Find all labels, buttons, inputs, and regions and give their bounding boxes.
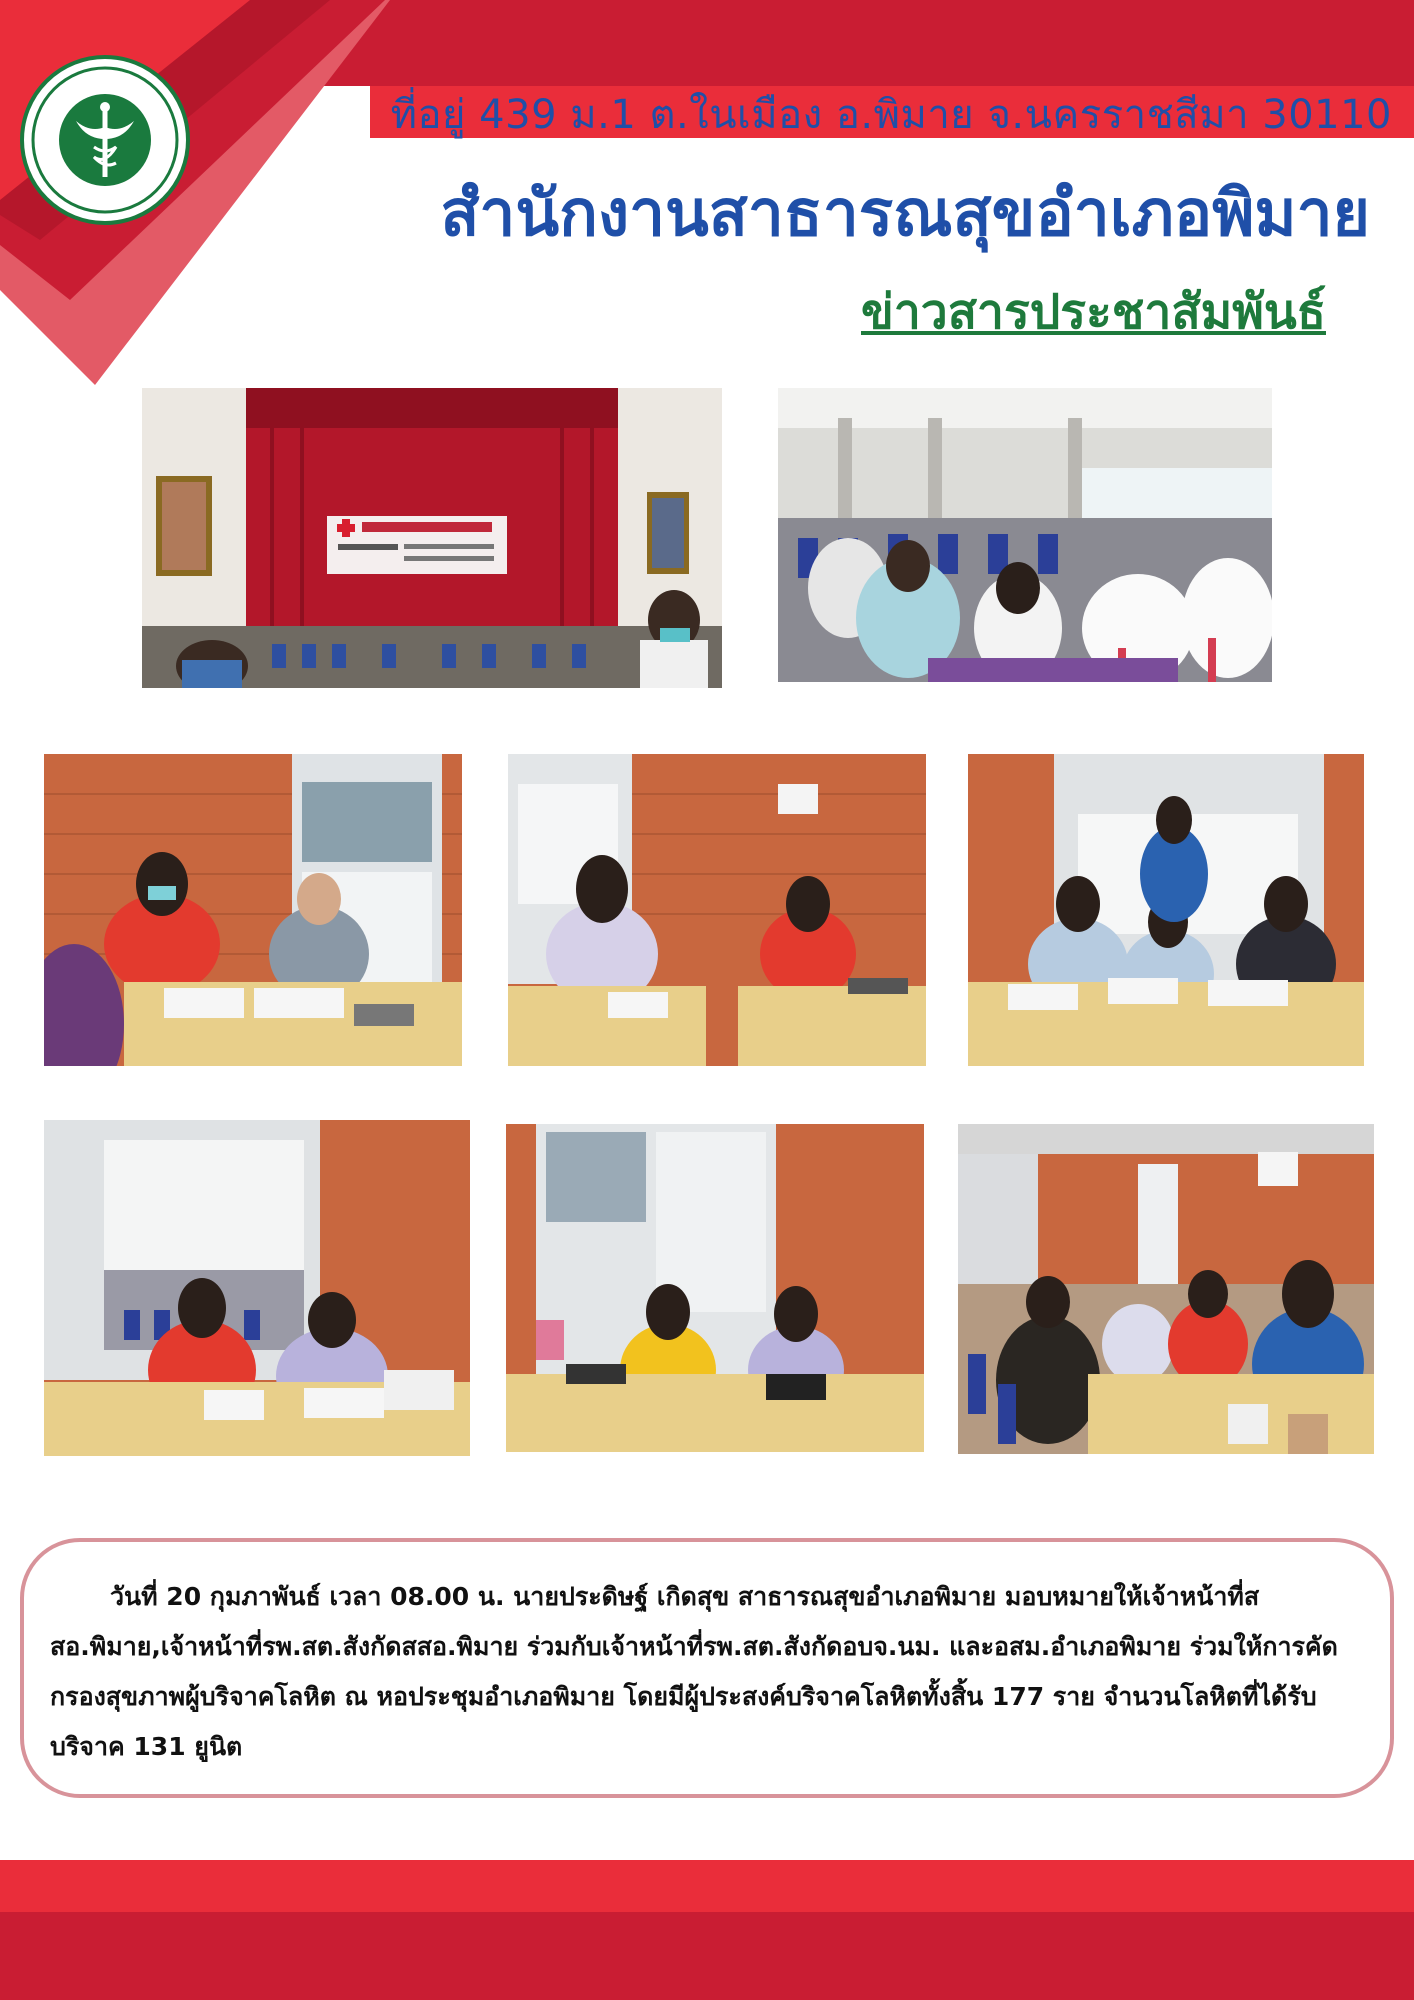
photo-stage-hall [142,388,722,688]
photo-screening-desk-1 [44,754,462,1066]
photo-screening-desk-4 [44,1120,470,1456]
footer-band [0,1912,1414,2000]
page-title: สำนักงานสาธารณสุขอำเภอพิมาย [440,177,1370,251]
photo-screening-desk-5 [506,1124,924,1452]
footer-accent-stripe [0,1860,1414,1912]
photo-screening-desk-2 [508,754,926,1066]
ministry-logo [20,55,190,225]
news-caption-text: วันที่ 20 กุมภาพันธ์ เวลา 08.00 น. นายประดิษฐ์ เกิดสุข สาธารณสุขอำเภอพิมาย มอบหมายให้เจ้าหน้าที่สสอ.พิมาย,เจ้าหน้าที่รพ.สต.สังกัดสสอ.พิมาย ร่วมกับเจ้าหน้าที่รพ.สต.สังกัดอบจ.นม. และอสม.อำเภอพิมาย ร่วมให้การคัดกรองสุขภาพผู้บริจาคโลหิต ณ หอประชุมอำเภอพิมาย โดยมีผู้ประสงค์บริจาคโลหิตทั้งสิ้น 177 ราย จำนวนโลหิตที่ได้รับบริจาค 131 ยูนิต [50,1582,1338,1761]
office-address: ที่อยู่ 439 ม.1 ต.ในเมือง อ.พิมาย จ.นครราชสีมา 30110 [390,92,1392,138]
news-caption-box [20,1538,1394,1798]
photo-screening-desk-3 [968,754,1364,1066]
photo-donor-hall [778,388,1272,682]
page-subtitle: ข่าวสารประชาสัมพันธ์ [861,284,1326,340]
photo-screening-desk-6 [958,1124,1374,1454]
